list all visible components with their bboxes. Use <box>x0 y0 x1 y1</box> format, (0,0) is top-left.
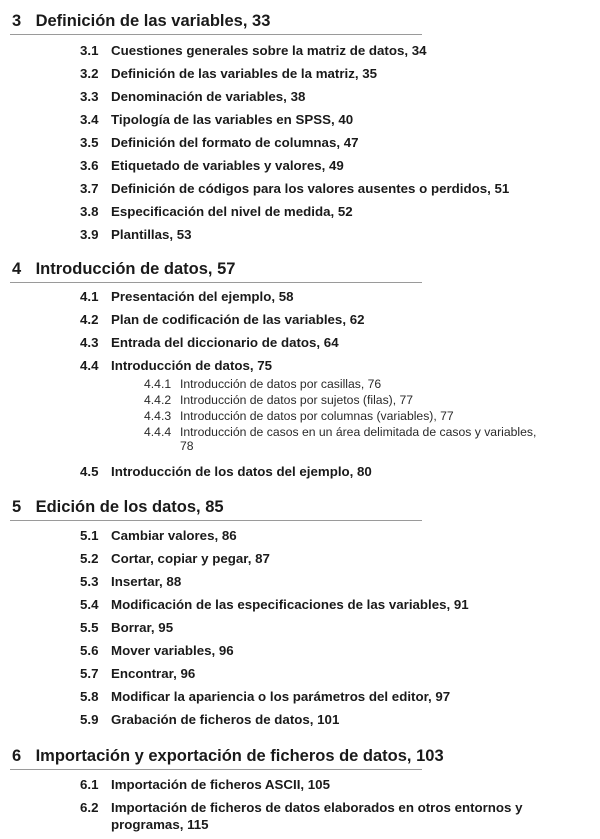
section-title: Cambiar valores, 86 <box>111 528 237 543</box>
toc-entry-5-4 <box>80 596 595 613</box>
toc-entry-3-4 <box>80 111 595 128</box>
subsection-number: 4.4.4 <box>144 425 172 439</box>
subsection-number: 4.4.2 <box>144 393 172 407</box>
toc-entry-5-5 <box>80 619 595 636</box>
section-number: 5.9 <box>80 712 99 727</box>
toc-entry-4-1 <box>80 288 595 305</box>
toc-entry-5-6 <box>80 642 595 659</box>
section-number: 4.5 <box>80 464 99 479</box>
toc-entry-3-8 <box>80 203 595 220</box>
toc-entry-4-4-4 <box>144 425 544 453</box>
toc-entry-3-2 <box>80 65 595 82</box>
toc-entry-5-3 <box>80 573 595 590</box>
toc-entry-5-1 <box>80 527 595 544</box>
toc-entry-5-8 <box>80 688 595 705</box>
chapter-number: 4 <box>12 260 22 278</box>
section-title: Plan de codificación de las variables, 62 <box>111 312 365 327</box>
subsection-title: Introducción de datos por columnas (variables), 77 <box>180 409 454 423</box>
chapter-title: Importación y exportación de ficheros de datos, 103 <box>35 747 444 765</box>
section-title: Tipología de las variables en SPSS, 40 <box>111 112 354 127</box>
section-title: Denominación de variables, 38 <box>111 89 306 104</box>
chapter-number: 6 <box>12 747 22 765</box>
section-title: Borrar, 95 <box>111 620 174 635</box>
section-title: Definición de las variables de la matriz, 35 <box>111 66 378 81</box>
section-number: 4.1 <box>80 289 99 304</box>
section-title: Especificación del nivel de medida, 52 <box>111 204 353 219</box>
section-title: Presentación del ejemplo, 58 <box>111 289 294 304</box>
section-number: 3.9 <box>80 227 99 242</box>
section-number: 3.5 <box>80 135 99 150</box>
toc-entry-4-2 <box>80 311 595 328</box>
section-title: Definición de códigos para los valores ausentes o perdidos, 51 <box>111 181 510 196</box>
subsection-title: Introducción de casos en un área delimitada de casos y variables, 78 <box>180 425 537 453</box>
toc-entry-6-1 <box>80 776 595 793</box>
subsection-number: 4.4.1 <box>144 377 172 391</box>
section-number: 5.2 <box>80 551 99 566</box>
toc-entry-5-9 <box>80 711 595 728</box>
chapter-title: Definición de las variables, 33 <box>35 12 271 30</box>
section-title: Modificación de las especificaciones de las variables, 91 <box>111 597 469 612</box>
section-number: 3.7 <box>80 181 99 196</box>
section-number: 3.2 <box>80 66 99 81</box>
section-title: Cortar, copiar y pegar, 87 <box>111 551 270 566</box>
subsection-title: Introducción de datos por casillas, 76 <box>180 377 382 391</box>
section-title: Encontrar, 96 <box>111 666 196 681</box>
subsection-title: Introducción de datos por sujetos (filas), 77 <box>180 393 414 407</box>
section-title: Entrada del diccionario de datos, 64 <box>111 335 339 350</box>
chapter-number: 3 <box>12 12 22 30</box>
section-title: Importación de ficheros de datos elaborados en otros entornos y programas, 115 <box>111 800 523 832</box>
toc-entry-6-2 <box>80 799 595 833</box>
toc-entry-4-4-2 <box>144 393 584 407</box>
section-title: Grabación de ficheros de datos, 101 <box>111 712 340 727</box>
section-number: 4.4 <box>80 358 99 373</box>
chapter-title: Introducción de datos, 57 <box>35 260 236 278</box>
section-number: 5.3 <box>80 574 99 589</box>
toc-entry-4-4 <box>80 357 595 374</box>
section-title: Etiquetado de variables y valores, 49 <box>111 158 344 173</box>
section-title: Mover variables, 96 <box>111 643 234 658</box>
toc-entry-5-2 <box>80 550 595 567</box>
toc-entry-4-5 <box>80 463 595 480</box>
section-number: 5.7 <box>80 666 99 681</box>
section-number: 5.1 <box>80 528 99 543</box>
section-number: 3.8 <box>80 204 99 219</box>
section-title: Introducción de los datos del ejemplo, 80 <box>111 464 372 479</box>
toc-entry-3-6 <box>80 157 595 174</box>
toc-entry-3-9 <box>80 226 595 243</box>
toc-entry-3-7 <box>80 180 595 197</box>
section-number: 3.1 <box>80 43 99 58</box>
chapter-4-heading <box>10 258 422 283</box>
section-number: 3.3 <box>80 89 99 104</box>
section-title: Importación de ficheros ASCII, 105 <box>111 777 330 792</box>
chapter-5-heading <box>10 496 422 521</box>
section-title: Introducción de datos, 75 <box>111 358 273 373</box>
section-number: 3.6 <box>80 158 99 173</box>
section-title: Modificar la apariencia o los parámetros del editor, 97 <box>111 689 451 704</box>
section-number: 4.2 <box>80 312 99 327</box>
section-title: Insertar, 88 <box>111 574 182 589</box>
section-number: 5.6 <box>80 643 99 658</box>
section-title: Plantillas, 53 <box>111 227 192 242</box>
chapter-6-heading <box>10 745 444 770</box>
chapter-3-heading <box>10 10 422 35</box>
toc-entry-3-1 <box>80 42 595 59</box>
chapter-title: Edición de los datos, 85 <box>35 498 224 516</box>
chapter-number: 5 <box>12 498 22 516</box>
section-title: Definición del formato de columnas, 47 <box>111 135 359 150</box>
section-number: 6.2 <box>80 800 99 815</box>
section-number: 5.8 <box>80 689 99 704</box>
section-number: 4.3 <box>80 335 99 350</box>
toc-entry-5-7 <box>80 665 595 682</box>
toc-entry-4-3 <box>80 334 595 351</box>
section-number: 5.4 <box>80 597 99 612</box>
toc-entry-3-3 <box>80 88 595 105</box>
toc-entry-4-4-3 <box>144 409 584 423</box>
section-title: Cuestiones generales sobre la matriz de datos, 34 <box>111 43 427 58</box>
toc-entry-3-5 <box>80 134 595 151</box>
toc-entry-4-4-1 <box>144 377 584 391</box>
section-number: 3.4 <box>80 112 99 127</box>
subsection-number: 4.4.3 <box>144 409 172 423</box>
section-number: 5.5 <box>80 620 99 635</box>
section-number: 6.1 <box>80 777 99 792</box>
